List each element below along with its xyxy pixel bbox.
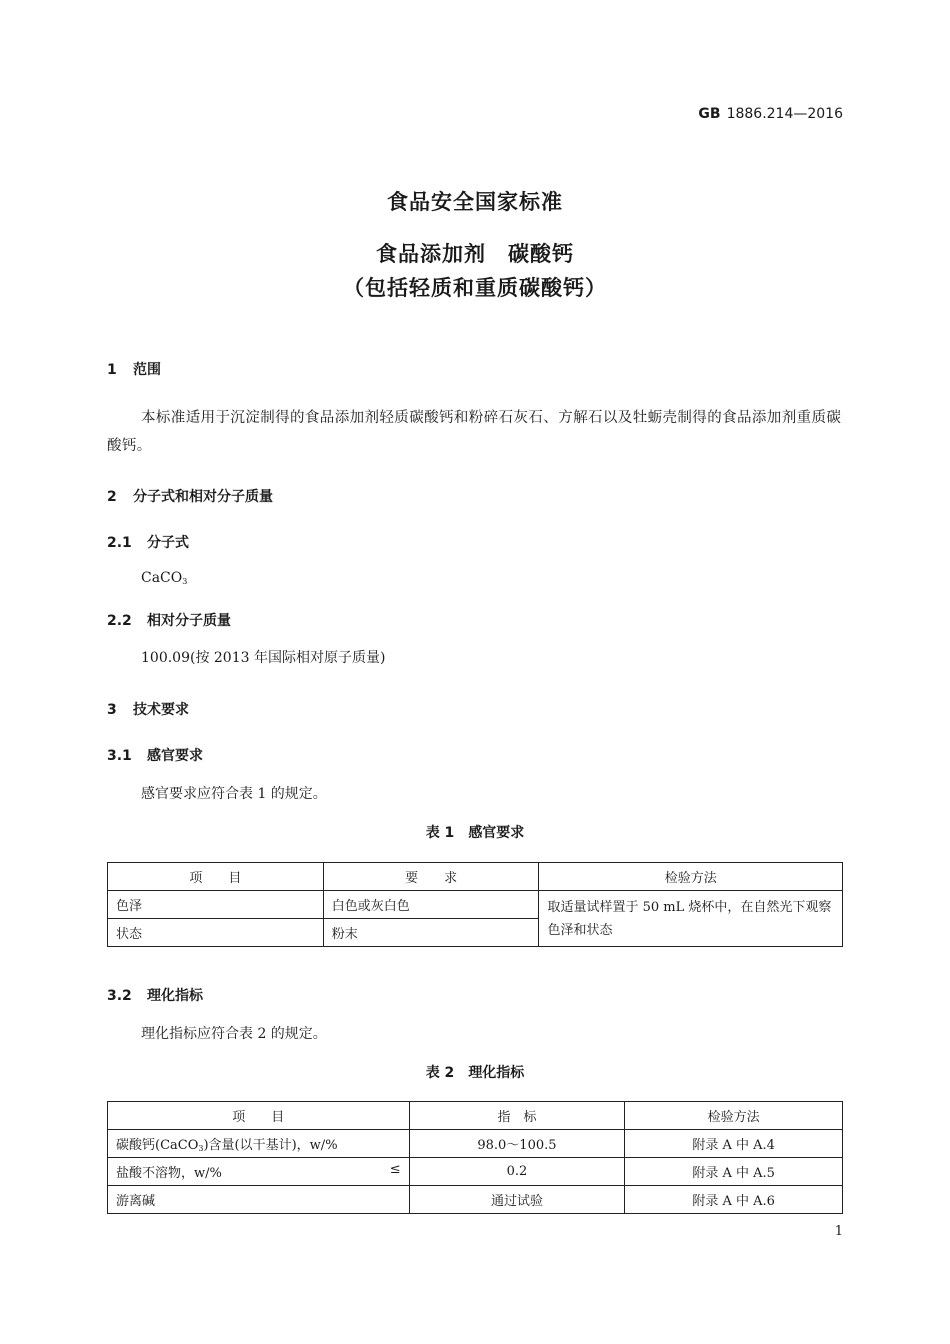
table-row [108,1158,843,1186]
document-subtitle: 食品添加剂 碳酸钙 [376,242,574,266]
section-2-1-heading [107,532,189,552]
item-text: 盐酸不溶物，w/% [116,1166,222,1181]
section-title: 技术要求 [133,702,189,718]
table-header-row [108,1102,843,1130]
table-title: 理化指标 [468,1065,525,1081]
section-title: 相对分子质量 [147,613,231,629]
table-1 [107,862,843,947]
requirement-cell: 粉末 [323,919,539,947]
document-title: 食品安全国家标准 [387,190,563,214]
section-3-1-text: 感官要求应符合表 1 的规定。 [141,786,327,802]
item-cell: 状态 [108,919,324,947]
molecular-formula [141,570,187,586]
value-cell: 98.0～100.5 [409,1130,625,1158]
method-cell: 附录 A 中 A.5 [625,1158,843,1186]
molecular-mass: 100.09(按 2013 年国际相对原子质量) [141,650,386,666]
less-equal-mark: ≤ [389,1162,401,1177]
section-number: 2.2 [107,613,132,629]
standard-number [698,106,843,122]
section-3-1-heading [107,745,203,765]
header-cell: 项 目 [108,863,324,891]
formula-subscript: 3 [182,577,188,586]
table-number: 表 2 [425,1065,455,1081]
section-title: 分子式 [147,535,189,551]
header-cell: 项 目 [108,1102,410,1130]
section-number: 3 [107,702,117,718]
standard-code: 1886.214—2016 [726,106,843,122]
section-number: 3.1 [107,748,132,764]
table-2-caption [0,1062,950,1082]
item-text: 碳酸钙(CaCO [116,1138,199,1153]
section-3-2-heading [107,985,203,1005]
gb-mark: GB [698,106,721,122]
section-1-heading [107,359,161,379]
table-row [108,1130,843,1158]
value-cell: 0.2 [409,1158,625,1186]
document-subtitle-note: （包括轻质和重质碳酸钙） [343,276,607,300]
header-cell: 检验方法 [625,1102,843,1130]
section-3-2-text: 理化指标应符合表 2 的规定。 [141,1026,327,1042]
requirement-cell: 白色或灰白色 [323,891,539,919]
method-cell: 附录 A 中 A.6 [625,1186,843,1214]
table-row [108,891,843,919]
table-2 [107,1101,843,1214]
section-number: 1 [107,362,117,378]
section-title: 范围 [133,362,161,378]
header-cell: 指 标 [409,1102,625,1130]
table-row [108,1186,843,1214]
section-title: 理化指标 [147,988,203,1004]
page-number: 1 [834,1224,843,1239]
section-title: 感官要求 [147,748,203,764]
item-cell [108,1130,410,1158]
section-number: 3.2 [107,988,132,1004]
formula-text: CaCO [141,570,183,586]
item-cell: 色泽 [108,891,324,919]
table-header-row [108,863,843,891]
table-title: 感官要求 [468,825,525,841]
section-3-heading [107,699,189,719]
value-cell: 通过试验 [409,1186,625,1214]
method-cell: 取适量试样置于 50 mL 烧杯中，在自然光下观察色泽和状态 [539,891,843,947]
section-2-2-heading [107,610,231,630]
item-subscript: 3 [198,1144,204,1153]
header-cell: 要 求 [323,863,539,891]
item-cell: 游离碱 [108,1186,410,1214]
section-title: 分子式和相对分子质量 [133,489,273,505]
section-number: 2 [107,489,117,505]
section-number: 2.1 [107,535,132,551]
section-2-heading [107,486,273,506]
section-1-text: 本标准适用于沉淀制得的食品添加剂轻质碳酸钙和粉碎石灰石、方解石以及牡蛎壳制得的食品添加剂重质碳酸钙。 [107,410,842,454]
header-cell: 检验方法 [539,863,843,891]
item-cell [108,1158,410,1186]
method-cell: 附录 A 中 A.4 [625,1130,843,1158]
item-text-suffix: )含量(以干基计)，w/% [203,1138,338,1153]
table-number: 表 1 [425,825,455,841]
table-1-caption [0,822,950,842]
